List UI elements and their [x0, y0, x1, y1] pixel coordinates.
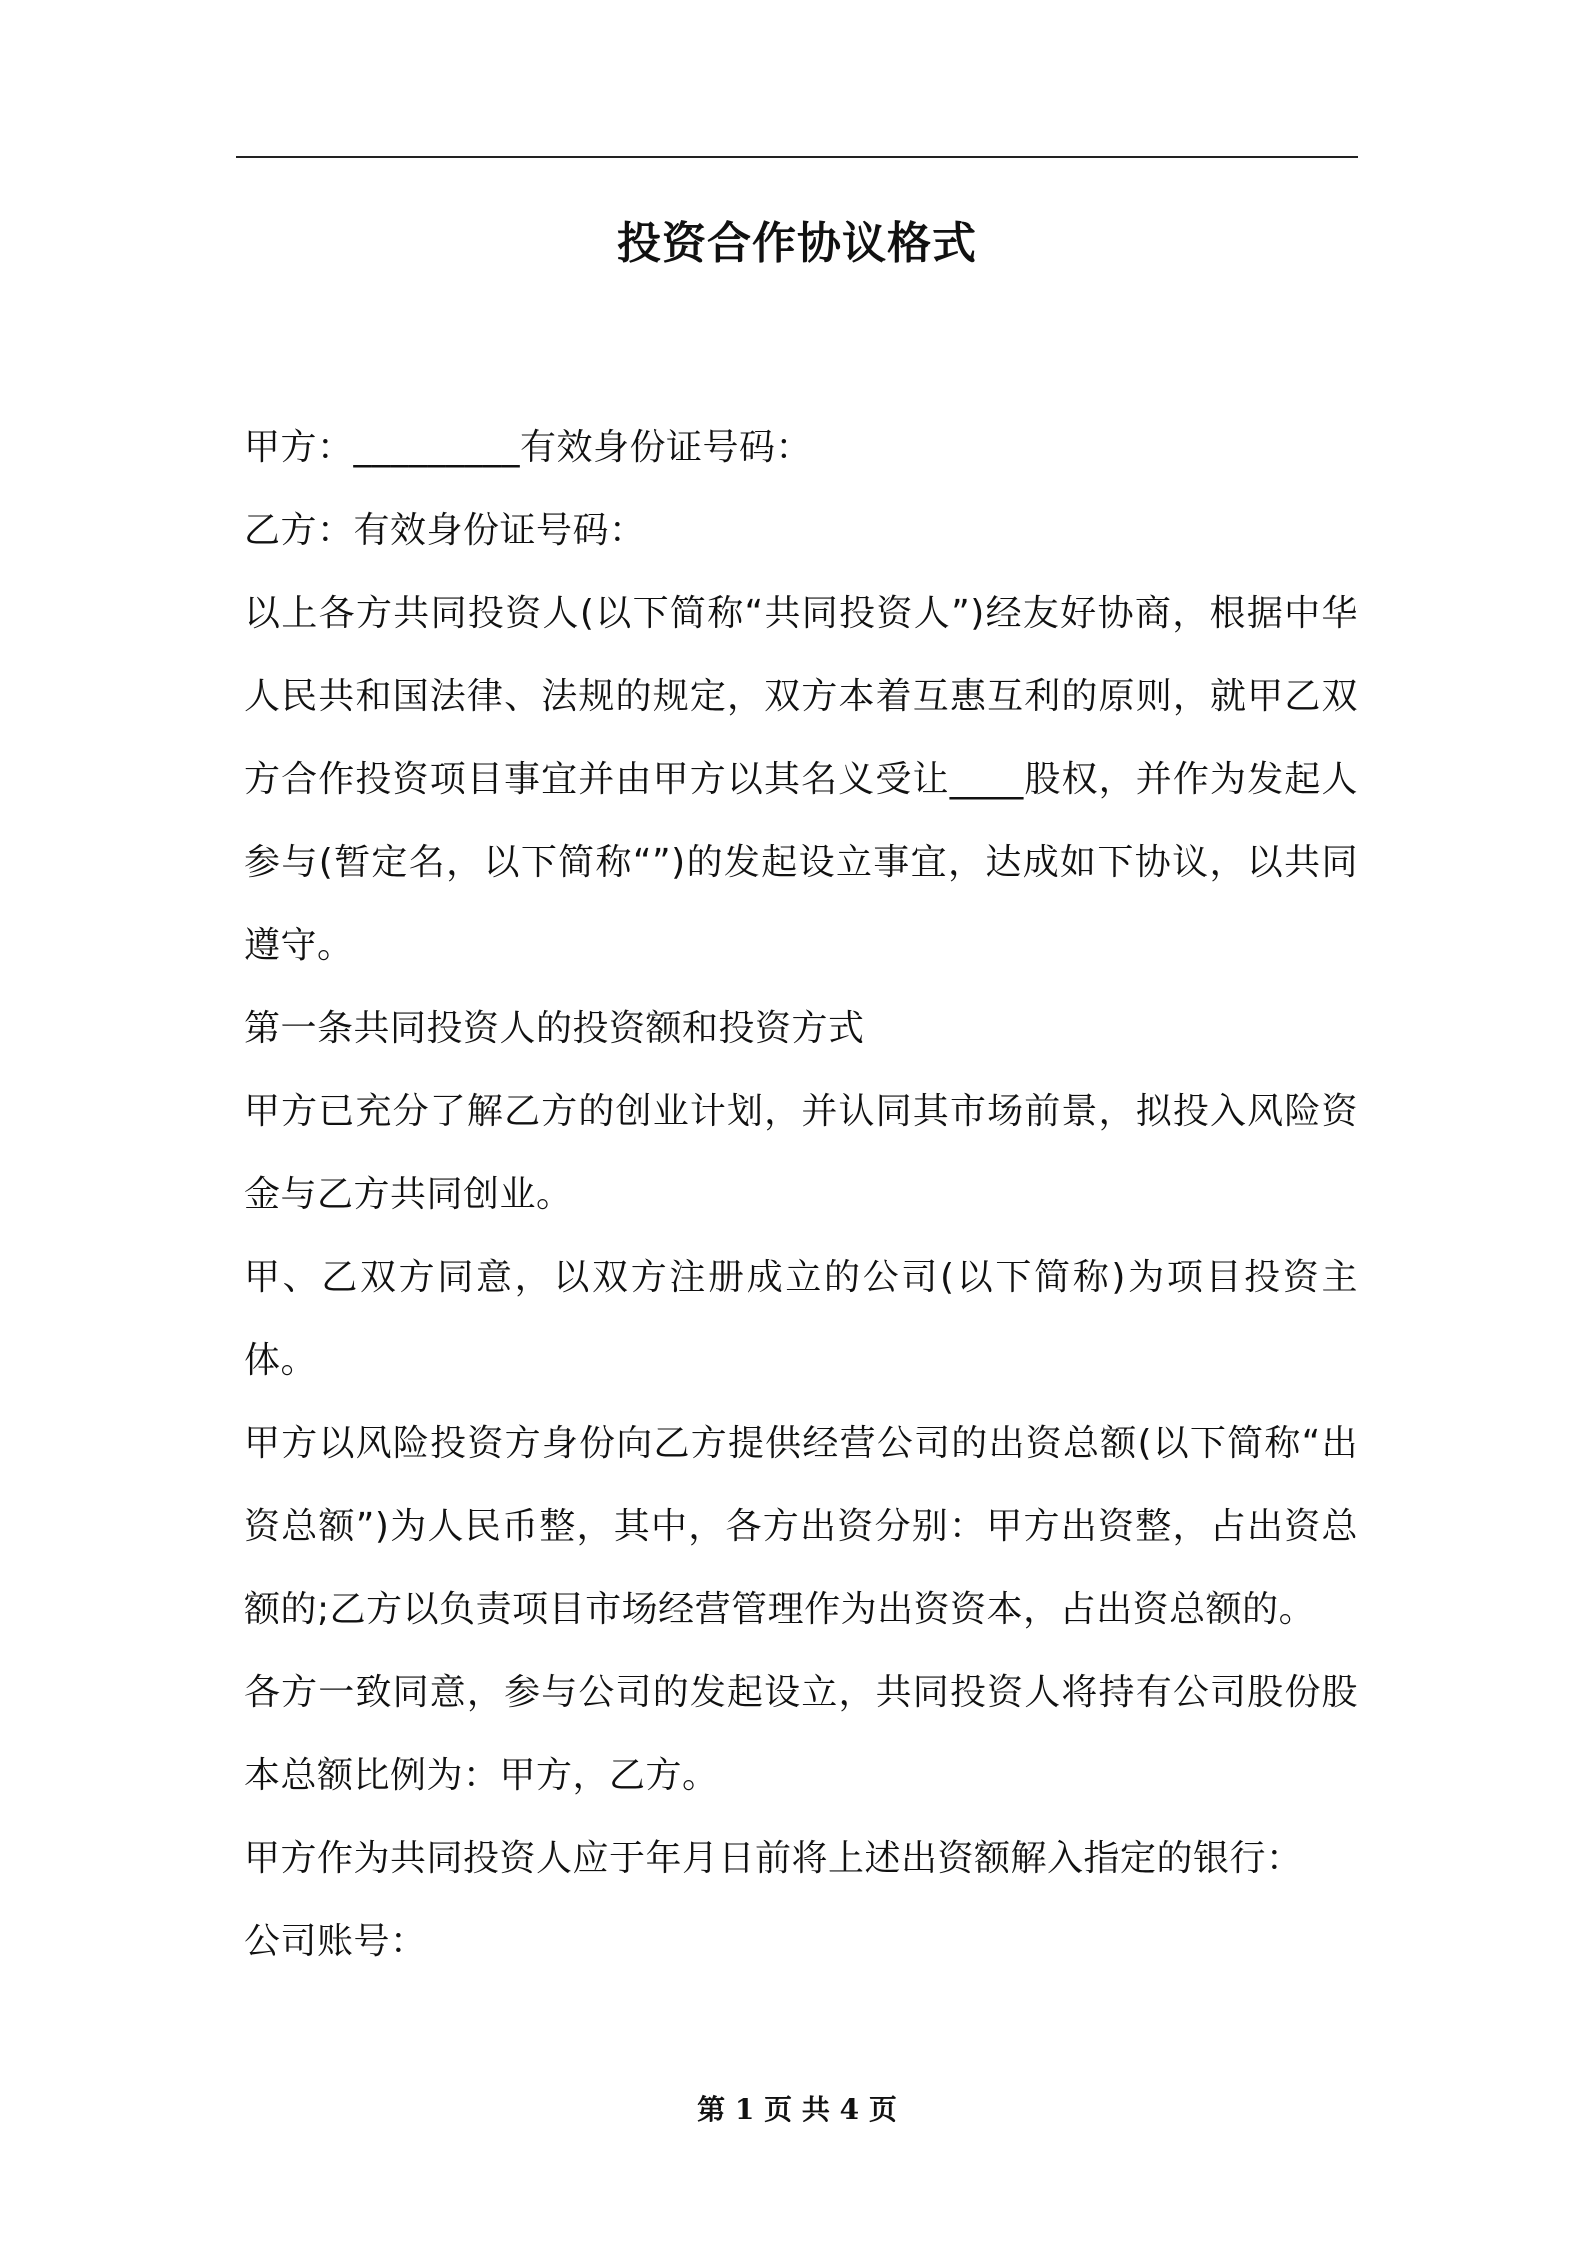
- article-one-heading: 第一条共同投资人的投资额和投资方式: [244, 1008, 865, 1049]
- document-body: [244, 406, 1358, 1983]
- body-paragraph: 甲方以风险投资方身份向乙方提供经营公司的出资总额(以下简称“出资总额”)为人民币整，其中，各方出资分别：甲方出资整，占出资总额的;乙方以负责项目市场经营管理作为出资资本，占出资总额的。: [244, 1423, 1358, 1630]
- page-number-footer: 第 1 页 共 4 页: [697, 2093, 897, 2126]
- preamble-paragraph: 以上各方共同投资人(以下简称“共同投资人”)经友好协商，根据中华人民共和国法律、法规的规定，双方本着互惠互利的原则，就甲乙双方合作投资项目事宜并由甲方以其名义受让____股权，并作为发起人参与(暂定名，以下简称“”)的发起设立事宜，达成如下协议，以共同遵守。: [244, 593, 1358, 966]
- party-a-line: 甲方：_________有效身份证号码：: [244, 427, 813, 468]
- body-paragraph: 甲方已充分了解乙方的创业计划，并认同其市场前景，拟投入风险资金与乙方共同创业。: [244, 1091, 1358, 1215]
- body-paragraph: 各方一致同意，参与公司的发起设立，共同投资人将持有公司股份股本总额比例为：甲方，乙方。: [244, 1672, 1358, 1796]
- company-account-line: 公司账号：: [244, 1921, 427, 1962]
- body-paragraph: 甲、乙双方同意，以双方注册成立的公司(以下简称)为项目投资主体。: [244, 1257, 1358, 1381]
- body-paragraph: 甲方作为共同投资人应于年月日前将上述出资额解入指定的银行：: [244, 1838, 1303, 1879]
- party-b-line: 乙方：有效身份证号码：: [244, 510, 646, 551]
- header-divider: [236, 156, 1358, 158]
- document-title: 投资合作协议格式: [617, 218, 977, 269]
